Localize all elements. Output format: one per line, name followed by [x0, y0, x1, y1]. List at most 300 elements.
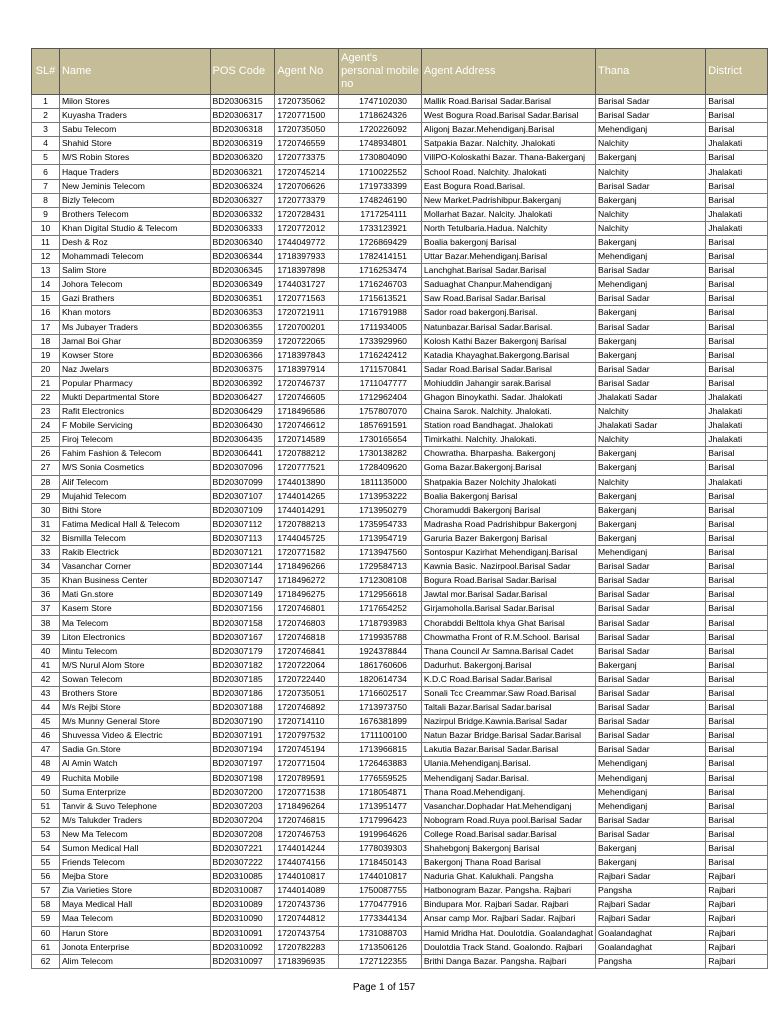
table-row	[32, 827, 768, 841]
cell-mobile: 1713947560	[339, 546, 422, 560]
cell-pos-code: BD20306340	[210, 235, 275, 249]
cell-mobile: 1820614734	[339, 672, 422, 686]
cell-mobile: 1710022552	[339, 165, 422, 179]
cell-thana: Barisal Sadar	[596, 686, 706, 700]
cell-agent-no: 1720722064	[275, 658, 339, 672]
cell-mobile: 1720226092	[339, 123, 422, 137]
cell-address: Bakergonj Thana Road Barisal	[421, 856, 595, 870]
cell-thana: Barisal Sadar	[596, 179, 706, 193]
cell-thana: Nalchity	[596, 165, 706, 179]
cell-district: Barisal	[706, 278, 768, 292]
cell-name: Kasem Store	[59, 602, 210, 616]
cell-mobile: 1716791988	[339, 306, 422, 320]
cell-agent-no: 1720746841	[275, 644, 339, 658]
table-row	[32, 235, 768, 249]
cell-thana: Bakerganj	[596, 489, 706, 503]
cell-thana: Barisal Sadar	[596, 362, 706, 376]
cell-mobile: 1713966815	[339, 743, 422, 757]
cell-mobile: 1757807070	[339, 405, 422, 419]
table-row	[32, 151, 768, 165]
cell-agent-no: 1744013890	[275, 475, 339, 489]
cell-mobile: 1716246703	[339, 278, 422, 292]
cell-mobile: 1718793983	[339, 616, 422, 630]
cell-pos-code: BD20310090	[210, 912, 275, 926]
cell-pos-code: BD20307179	[210, 644, 275, 658]
cell-sl: 19	[32, 348, 60, 362]
cell-address: Chorabddi Belttola khya Ghat Barisal	[421, 616, 595, 630]
cell-agent-no: 1720746818	[275, 630, 339, 644]
cell-district: Barisal	[706, 250, 768, 264]
cell-mobile: 1782414151	[339, 250, 422, 264]
cell-agent-no: 1720735062	[275, 95, 339, 109]
cell-mobile: 1719733399	[339, 179, 422, 193]
cell-address: Kawnia Basic. Nazirpool.Barisal Sadar	[421, 560, 595, 574]
cell-sl: 8	[32, 193, 60, 207]
table-row	[32, 405, 768, 419]
table-row	[32, 517, 768, 531]
cell-district: Barisal	[706, 574, 768, 588]
cell-name: Ms Jubayer Traders	[59, 320, 210, 334]
cell-sl: 25	[32, 433, 60, 447]
cell-sl: 24	[32, 419, 60, 433]
cell-address: Hamid Mridha Hat. Doulotdia. Goalandaghat	[421, 926, 595, 940]
cell-sl: 53	[32, 827, 60, 841]
cell-pos-code: BD20307203	[210, 799, 275, 813]
cell-mobile: 1716253474	[339, 264, 422, 278]
table-row	[32, 729, 768, 743]
cell-name: Shuvessa Video & Electric	[59, 729, 210, 743]
cell-mobile: 1748246190	[339, 193, 422, 207]
cell-mobile: 1747102030	[339, 95, 422, 109]
cell-address: Aligonj Bazar.Mehendiganj.Barisal	[421, 123, 595, 137]
cell-mobile: 1713973750	[339, 701, 422, 715]
cell-thana: Bakerganj	[596, 306, 706, 320]
cell-agent-no: 1718397933	[275, 250, 339, 264]
cell-address: West Bogura Road.Barisal Sadar.Barisal	[421, 109, 595, 123]
cell-thana: Bakerganj	[596, 235, 706, 249]
cell-district: Rajbari	[706, 870, 768, 884]
cell-name: Alif Telecom	[59, 475, 210, 489]
cell-name: New Jeminis Telecom	[59, 179, 210, 193]
cell-district: Barisal	[706, 799, 768, 813]
cell-thana: Barisal Sadar	[596, 813, 706, 827]
cell-agent-no: 1718396935	[275, 954, 339, 968]
table-row	[32, 320, 768, 334]
table-body	[32, 95, 768, 969]
cell-address: Bindupara Mor. Rajbari Sadar. Rajbari	[421, 898, 595, 912]
cell-address: Satpakia Bazar. Nalchity. Jhalokati	[421, 137, 595, 151]
cell-district: Barisal	[706, 856, 768, 870]
cell-agent-no: 1720746892	[275, 701, 339, 715]
cell-address: Goma Bazar.Bakergonj.Barisal	[421, 461, 595, 475]
cell-address: Garuria Bazer Bakergonj Barisal	[421, 531, 595, 545]
cell-name: Mohammadi Telecom	[59, 250, 210, 264]
table-row	[32, 644, 768, 658]
cell-district: Barisal	[706, 841, 768, 855]
cell-thana: Bakerganj	[596, 841, 706, 855]
cell-address: Sonali Tcc Creammar.Saw Road.Barisal	[421, 686, 595, 700]
cell-mobile: 1717654252	[339, 602, 422, 616]
cell-district: Barisal	[706, 179, 768, 193]
table-row	[32, 419, 768, 433]
cell-mobile: 1712308108	[339, 574, 422, 588]
cell-sl: 5	[32, 151, 60, 165]
cell-agent-no: 1720771500	[275, 109, 339, 123]
cell-sl: 20	[32, 362, 60, 376]
cell-name: Zia Varieties Store	[59, 884, 210, 898]
cell-name: Mejba Store	[59, 870, 210, 884]
cell-address: Station road Bandhagat. Jhalokati	[421, 419, 595, 433]
cell-agent-no: 1744045725	[275, 531, 339, 545]
cell-pos-code: BD20310092	[210, 940, 275, 954]
cell-agent-no: 1720771582	[275, 546, 339, 560]
cell-name: Naz Jwelars	[59, 362, 210, 376]
cell-name: Salim Store	[59, 264, 210, 278]
cell-address: Timirkathi. Nalchity. Jhalokati.	[421, 433, 595, 447]
cell-pos-code: BD20306359	[210, 334, 275, 348]
cell-name: Mukti Departmental Store	[59, 390, 210, 404]
cell-address: New Market.Padrishibpur.Bakerganj	[421, 193, 595, 207]
cell-name: Sabu Telecom	[59, 123, 210, 137]
cell-sl: 43	[32, 686, 60, 700]
cell-agent-no: 1720746559	[275, 137, 339, 151]
table-row	[32, 884, 768, 898]
cell-agent-no: 1720735051	[275, 686, 339, 700]
cell-name: M/s Rejbi Store	[59, 701, 210, 715]
table-row	[32, 461, 768, 475]
cell-name: Rafit Electronics	[59, 405, 210, 419]
cell-agent-no: 1744049772	[275, 235, 339, 249]
cell-sl: 4	[32, 137, 60, 151]
cell-name: Mati Gn.store	[59, 588, 210, 602]
cell-address: Katadia Khayaghat.Bakergong.Barisal	[421, 348, 595, 362]
cell-agent-no: 1720722440	[275, 672, 339, 686]
cell-agent-no: 1720797532	[275, 729, 339, 743]
cell-sl: 41	[32, 658, 60, 672]
cell-pos-code: BD20307186	[210, 686, 275, 700]
table-row	[32, 503, 768, 517]
cell-pos-code: BD20307121	[210, 546, 275, 560]
cell-district: Barisal	[706, 461, 768, 475]
cell-agent-no: 1720771504	[275, 757, 339, 771]
cell-sl: 40	[32, 644, 60, 658]
cell-address: Chaina Sarok. Nalchity. Jhalokati.	[421, 405, 595, 419]
table-row	[32, 757, 768, 771]
cell-sl: 52	[32, 813, 60, 827]
cell-district: Jhalakati	[706, 221, 768, 235]
cell-thana: Barisal Sadar	[596, 729, 706, 743]
cell-district: Jhalakati	[706, 405, 768, 419]
cell-pos-code: BD20306333	[210, 221, 275, 235]
cell-pos-code: BD20306353	[210, 306, 275, 320]
cell-pos-code: BD20307149	[210, 588, 275, 602]
cell-district: Barisal	[706, 109, 768, 123]
cell-district: Barisal	[706, 602, 768, 616]
cell-pos-code: BD20306375	[210, 362, 275, 376]
cell-pos-code: BD20307099	[210, 475, 275, 489]
cell-sl: 61	[32, 940, 60, 954]
cell-thana: Nalchity	[596, 137, 706, 151]
cell-address: Boalia Bakergonj Barisal	[421, 489, 595, 503]
cell-district: Barisal	[706, 95, 768, 109]
cell-pos-code: BD20306430	[210, 419, 275, 433]
table-row	[32, 390, 768, 404]
cell-district: Barisal	[706, 151, 768, 165]
cell-pos-code: BD20307221	[210, 841, 275, 855]
cell-thana: Pangsha	[596, 884, 706, 898]
cell-pos-code: BD20306345	[210, 264, 275, 278]
cell-sl: 50	[32, 785, 60, 799]
cell-name: Kowser Store	[59, 348, 210, 362]
cell-thana: Bakerganj	[596, 856, 706, 870]
cell-name: Milon Stores	[59, 95, 210, 109]
cell-agent-no: 1720773379	[275, 193, 339, 207]
cell-pos-code: BD20307144	[210, 560, 275, 574]
cell-mobile: 1711100100	[339, 729, 422, 743]
cell-sl: 51	[32, 799, 60, 813]
cell-district: Barisal	[706, 757, 768, 771]
cell-mobile: 1713953222	[339, 489, 422, 503]
cell-agent-no: 1720743754	[275, 926, 339, 940]
cell-address: Chowratha. Bharpasha. Bakergonj	[421, 447, 595, 461]
cell-sl: 38	[32, 616, 60, 630]
cell-district: Barisal	[706, 531, 768, 545]
cell-pos-code: BD20310087	[210, 884, 275, 898]
cell-name: Harun Store	[59, 926, 210, 940]
cell-pos-code: BD20306315	[210, 95, 275, 109]
cell-mobile: 1676381899	[339, 715, 422, 729]
cell-name: Liton Electronics	[59, 630, 210, 644]
table-row	[32, 672, 768, 686]
cell-agent-no: 1720788213	[275, 517, 339, 531]
cell-pos-code: BD20306320	[210, 151, 275, 165]
cell-agent-no: 1718397914	[275, 362, 339, 376]
cell-agent-no: 1720746815	[275, 813, 339, 827]
cell-pos-code: BD20306324	[210, 179, 275, 193]
cell-sl: 3	[32, 123, 60, 137]
table-row	[32, 193, 768, 207]
cell-sl: 9	[32, 207, 60, 221]
cell-agent-no: 1720728431	[275, 207, 339, 221]
cell-address: Doulotdia Track Stand. Goalondo. Rajbari	[421, 940, 595, 954]
cell-name: New Ma Telecom	[59, 827, 210, 841]
cell-thana: Barisal Sadar	[596, 743, 706, 757]
table-row	[32, 799, 768, 813]
cell-name: Maya Medical Hall	[59, 898, 210, 912]
cell-agent-no: 1720771538	[275, 785, 339, 799]
cell-sl: 62	[32, 954, 60, 968]
cell-thana: Barisal Sadar	[596, 560, 706, 574]
table-row	[32, 250, 768, 264]
cell-thana: Goalandaghat	[596, 940, 706, 954]
table-row	[32, 179, 768, 193]
cell-pos-code: BD20306321	[210, 165, 275, 179]
cell-sl: 54	[32, 841, 60, 855]
cell-district: Barisal	[706, 376, 768, 390]
cell-thana: Mehendiganj	[596, 546, 706, 560]
cell-agent-no: 1744031727	[275, 278, 339, 292]
cell-mobile: 1713954719	[339, 531, 422, 545]
cell-district: Barisal	[706, 729, 768, 743]
cell-pos-code: BD20307222	[210, 856, 275, 870]
cell-mobile: 1919964626	[339, 827, 422, 841]
cell-district: Barisal	[706, 715, 768, 729]
cell-thana: Bakerganj	[596, 461, 706, 475]
cell-name: Vasanchar Corner	[59, 560, 210, 574]
cell-district: Jhalakati	[706, 419, 768, 433]
cell-name: M/S Robin Stores	[59, 151, 210, 165]
table-row	[32, 447, 768, 461]
cell-district: Barisal	[706, 588, 768, 602]
cell-name: Al Amin Watch	[59, 757, 210, 771]
cell-address: Mollarhat Bazar. Nalcity. Jhalokati	[421, 207, 595, 221]
cell-thana: Bakerganj	[596, 151, 706, 165]
cell-name: Brothers Telecom	[59, 207, 210, 221]
cell-agent-no: 1720745194	[275, 743, 339, 757]
page-footer: Page 1 of 157	[352, 982, 416, 993]
cell-agent-no: 1720773375	[275, 151, 339, 165]
cell-name: Popular Pharmacy	[59, 376, 210, 390]
cell-address: Vasanchar.Dophadar Hat.Mehendiganj	[421, 799, 595, 813]
cell-district: Barisal	[706, 785, 768, 799]
cell-pos-code: BD20307182	[210, 658, 275, 672]
cell-address: Madrasha Road Padrishibpur Bakergonj	[421, 517, 595, 531]
cell-sl: 49	[32, 771, 60, 785]
cell-pos-code: BD20307096	[210, 461, 275, 475]
cell-agent-no: 1720714110	[275, 715, 339, 729]
cell-pos-code: BD20307185	[210, 672, 275, 686]
cell-address: Taltali Bazar.Barisal Sadar.barisal	[421, 701, 595, 715]
cell-address: Saw Road.Barisal Sadar.Barisal	[421, 292, 595, 306]
table-row	[32, 588, 768, 602]
cell-thana: Barisal Sadar	[596, 616, 706, 630]
cell-agent-no: 1720782283	[275, 940, 339, 954]
cell-district: Rajbari	[706, 898, 768, 912]
table-row	[32, 743, 768, 757]
cell-pos-code: BD20307107	[210, 489, 275, 503]
cell-mobile: 1713951477	[339, 799, 422, 813]
cell-thana: Pangsha	[596, 954, 706, 968]
cell-address: Thana Council Ar Samna.Barisal Cadet	[421, 644, 595, 658]
header-address: Agent Address	[421, 49, 595, 95]
cell-agent-no: 1718496275	[275, 588, 339, 602]
cell-sl: 28	[32, 475, 60, 489]
table-row	[32, 785, 768, 799]
cell-agent-no: 1720771563	[275, 292, 339, 306]
table-row	[32, 376, 768, 390]
cell-name: Jamal Boi Ghar	[59, 334, 210, 348]
cell-mobile: 1719935788	[339, 630, 422, 644]
cell-address: Mehendiganj Sadar.Barisal.	[421, 771, 595, 785]
cell-district: Jhalakati	[706, 207, 768, 221]
cell-mobile: 1716242412	[339, 348, 422, 362]
cell-sl: 48	[32, 757, 60, 771]
header-sl: SL#	[32, 49, 60, 95]
cell-pos-code: BD20310097	[210, 954, 275, 968]
cell-mobile: 1712956618	[339, 588, 422, 602]
cell-agent-no: 1744014291	[275, 503, 339, 517]
cell-agent-no: 1720743736	[275, 898, 339, 912]
cell-address: Choramuddi Bakergonj Barisal	[421, 503, 595, 517]
table-row	[32, 841, 768, 855]
cell-address: Sontospur Kazirhat Mehendiganj.Barisal	[421, 546, 595, 560]
cell-sl: 17	[32, 320, 60, 334]
cell-district: Barisal	[706, 320, 768, 334]
cell-agent-no: 1718397898	[275, 264, 339, 278]
cell-pos-code: BD20306392	[210, 376, 275, 390]
cell-pos-code: BD20307197	[210, 757, 275, 771]
table-row	[32, 123, 768, 137]
cell-thana: Nalchity	[596, 207, 706, 221]
cell-sl: 13	[32, 264, 60, 278]
cell-name: Brothers Store	[59, 686, 210, 700]
cell-agent-no: 1718496266	[275, 560, 339, 574]
cell-sl: 58	[32, 898, 60, 912]
cell-thana: Goalandaghat	[596, 926, 706, 940]
cell-pos-code: BD20306427	[210, 390, 275, 404]
cell-thana: Mehendiganj	[596, 757, 706, 771]
cell-name: Sadia Gn.Store	[59, 743, 210, 757]
cell-pos-code: BD20307198	[210, 771, 275, 785]
cell-name: M/s Talukder Traders	[59, 813, 210, 827]
cell-name: M/s Munny General Store	[59, 715, 210, 729]
cell-mobile: 1748934801	[339, 137, 422, 151]
cell-address: College Road.Barisal sadar.Barisal	[421, 827, 595, 841]
cell-district: Barisal	[706, 616, 768, 630]
header-name: Name	[59, 49, 210, 95]
table-row	[32, 658, 768, 672]
cell-agent-no: 1720714589	[275, 433, 339, 447]
cell-address: Bogura Road.Barisal Sadar.Barisal	[421, 574, 595, 588]
table-row	[32, 95, 768, 109]
table-row	[32, 334, 768, 348]
cell-address: North Tetulbaria.Hadua. Nalchity	[421, 221, 595, 235]
cell-thana: Jhalakati Sadar	[596, 419, 706, 433]
cell-name: Sumon Medical Hall	[59, 841, 210, 855]
cell-sl: 57	[32, 884, 60, 898]
cell-address: Saduaghat Chanpur.Mahendiganj	[421, 278, 595, 292]
header-thana: Thana	[596, 49, 706, 95]
cell-district: Barisal	[706, 813, 768, 827]
cell-agent-no: 1720789591	[275, 771, 339, 785]
cell-pos-code: BD20307190	[210, 715, 275, 729]
cell-sl: 56	[32, 870, 60, 884]
cell-address: Brithi Danga Bazar. Pangsha. Rajbari	[421, 954, 595, 968]
cell-district: Barisal	[706, 489, 768, 503]
cell-sl: 30	[32, 503, 60, 517]
table-row	[32, 531, 768, 545]
cell-thana: Bakerganj	[596, 334, 706, 348]
cell-pos-code: BD20306327	[210, 193, 275, 207]
table-row	[32, 898, 768, 912]
cell-pos-code: BD20307204	[210, 813, 275, 827]
cell-district: Barisal	[706, 292, 768, 306]
cell-agent-no: 1720777521	[275, 461, 339, 475]
cell-sl: 1	[32, 95, 60, 109]
table-row	[32, 926, 768, 940]
cell-district: Rajbari	[706, 954, 768, 968]
table-row	[32, 278, 768, 292]
cell-sl: 2	[32, 109, 60, 123]
cell-pos-code: BD20306366	[210, 348, 275, 362]
cell-thana: Barisal Sadar	[596, 630, 706, 644]
table-row	[32, 856, 768, 870]
table-row	[32, 264, 768, 278]
cell-name: Johora Telecom	[59, 278, 210, 292]
cell-thana: Mehendiganj	[596, 123, 706, 137]
cell-sl: 39	[32, 630, 60, 644]
table-row	[32, 813, 768, 827]
